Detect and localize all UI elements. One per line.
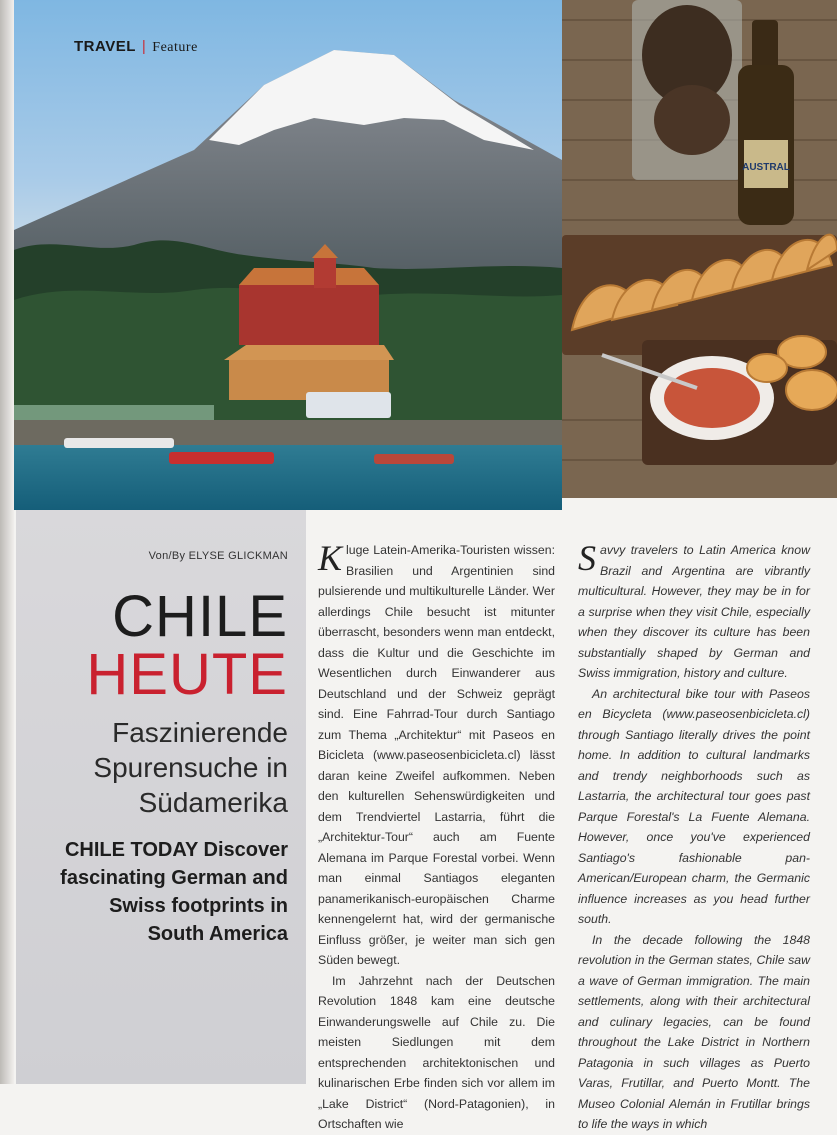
food-illustration bbox=[562, 0, 837, 498]
volcano-lake-photo bbox=[14, 0, 562, 510]
section-name: TRAVEL bbox=[74, 38, 136, 55]
english-paragraph-1-text: avvy travelers to Latin America know Brazil and Argentina are vibrantly multicultural. However, they may be in for a surprise when they visit Chile, especially when they discover its culture has been substantially shaped by German and Swiss immigration, history and culture. bbox=[578, 543, 810, 680]
english-dropcap: S bbox=[578, 538, 596, 578]
german-paragraph-1 bbox=[318, 540, 555, 971]
english-paragraph-1 bbox=[578, 540, 810, 684]
german-subtitle: Faszinierende Spurensuche in Südamerika bbox=[93, 717, 288, 818]
volcano-illustration bbox=[14, 0, 562, 510]
empanadas-beer-photo bbox=[562, 0, 837, 498]
german-dropcap: K bbox=[318, 538, 343, 578]
section-label: TRAVEL | Feature bbox=[74, 38, 198, 55]
english-article-column bbox=[578, 540, 810, 1135]
main-title-line2: HEUTE bbox=[86, 642, 288, 707]
title-panel bbox=[16, 510, 306, 1084]
german-article-column bbox=[318, 540, 555, 1135]
page-gutter-shadow bbox=[0, 0, 14, 1084]
german-paragraph-1-text: luge Latein-Amerika-Touristen wissen: Brasilien und Argentinien sind pulsierende und multikulturelle Länder. Wer allerdings Chile besucht ist mitunter überrascht, besonders wenn man entdeckt, dass die Kultur und die Geschichte im Wesentlichen durch Einwanderer aus Deutschland und der Schweiz geprägt sind. Eine Fahrrad-Tour durch Santiago zum Thema „Architektur“ mit Paseos en Bicicleta (www.paseosenbicicleta.cl) lässt daran keine Zweifel aufkommen. Neben den kulturellen Sehenswürdigkeiten und dem Trendviertel Lastarria, führt die „Architektur-Tour“ auch am Fuente Alemana im Parque Forestal vorbei. Wenn man einmal Santiagos eleganten panamerikanisch-europäischen Charme kennengelernt hat, wird der germanische Einfluss größer, je weiter man sich gen Süden bewegt. bbox=[318, 543, 555, 967]
byline: Von/By ELYSE GLICKMAN bbox=[148, 550, 288, 562]
english-paragraph-2: An architectural bike tour with Paseos en Bicycleta (www.paseosenbicicleta.cl) through Santiago literally drives the point home. In addition to cultural landmarks and trendy neighborhoods such as Lastarria, the architectural tour goes past Parque Forestal's La Fuente Alemana. However, once you've experienced Santiago's fashionable pan-American/European charm, the Germanic influence increases as you head further south. bbox=[578, 686, 810, 926]
subsection-name: Feature bbox=[152, 40, 198, 55]
german-paragraph-2: Im Jahrzehnt nach der Deutschen Revolution 1848 kam eine deutsche Einwanderungswelle auf Chile zu. Die meisten Siedlungen mit dem entsprechenden architektonischen und kulinarischen Erbe finden sich vor allem im „Lake District“ (Nord-Patagonien), in Ortschaften wie bbox=[318, 973, 555, 1131]
english-title: CHILE TODAY Discover fascinating German and Swiss footprints in South America bbox=[60, 839, 288, 945]
english-paragraph-3: In the decade following the 1848 revolution in the German states, Chile saw a wave of German immigration. The main settlements, along with their architectural and culinary legacies, can be found throughout the Lake District in Northern Patagonia in such villages as Puerto Varas, Frutillar, and Puerto Montt. The Museo Colonial Alemán in Frutillar brings to life the ways in which bbox=[578, 932, 810, 1131]
main-title-line1: CHILE bbox=[112, 584, 288, 649]
beer-label-text: AUSTRAL bbox=[742, 162, 790, 173]
